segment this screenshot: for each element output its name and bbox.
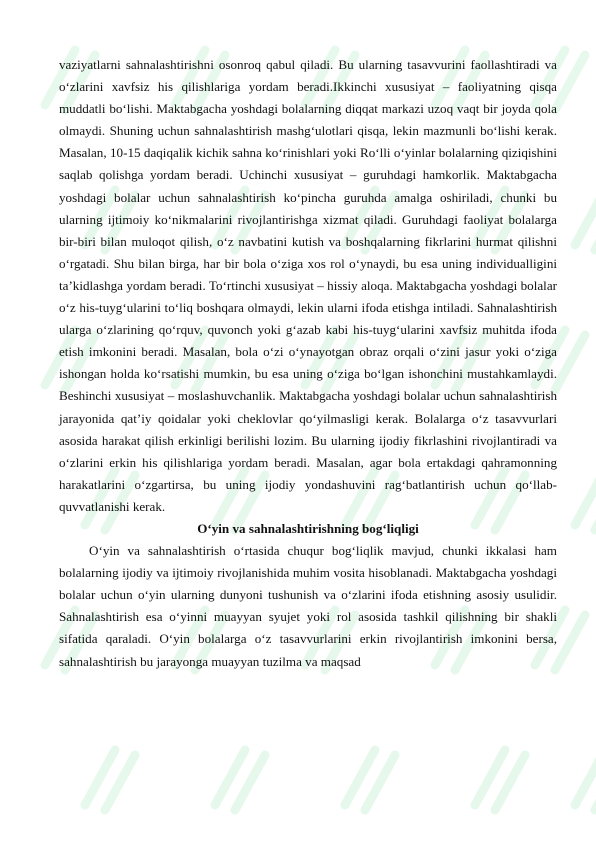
watermark-mark: [575, 190, 596, 250]
watermark-mark: [475, 750, 525, 810]
section-heading: O‘yin va sahnalashtirishning bog‘liqligi: [197, 520, 419, 536]
watermark-mark: [215, 750, 265, 810]
watermark-mark: [345, 750, 395, 810]
watermark-mark: [85, 750, 135, 810]
body-paragraph-1: vaziyatlarni sahnalashtirishni osonroq qabul qiladi. Bu ularning tasavvurini faollashtiradi va o‘zlarini xavfsiz his qilishlariga yordam beradi.Ikkinchi xususiyat – faoliyatning qisqa muddatli bo‘lishi. Maktabgacha yoshdagi bolalarning diqqat markazi uzoq vaqt bir joyda qola olmaydi. Shuning uchun sahnalashtirish mashg‘ulotlari qisqa, lekin mazmunli bo‘lishi kerak. Masalan, 10-15 daqiqalik kichik sahna ko‘rinishlari yoki Ro‘lli o‘yinlar bolalarning qiziqishini saqlab qolishga yordam beradi. Uchinchi xususiyat – guruhdagi hamkorlik. Maktabgacha yoshdagi bolalar uchun sahnalashtirish ko‘pincha guruhda amalga oshiriladi, chunki bu ularning ijtimoiy ko‘nikmalarini rivojlantirishga xizmat qiladi. Guruhdagi faoliyat bolalarga bir-biri bilan muloqot qilish, o‘z navbatini kutish va boshqalarning fikrlarini hurmat qilishni o‘rgatadi. Shu bilan birga, har bir bola o‘ziga xos rol o‘ynaydi, bu esa uning individualligini ta’kidlashga yordam beradi. To‘rtinchi xususiyat – hissiy aloqa. Maktabgacha yoshdagi bolalar o‘z his-tuyg‘ularini to‘liq boshqara olmaydi, lekin ularni ifoda etishga intiladi. Sahnalashtirish ularga o‘zlarining qo‘rquv, quvonch yoki g‘azab kabi his-tuyg‘ularini xavfsiz muhitda ifoda etish imkonini beradi. Masalan, bola o‘zi o‘ynayotgan obraz orqali o‘zini jasur yoki o‘ziga ishongan holda ko‘rsatishi mumkin, bu esa uning o‘ziga bo‘lgan ishonchini mustahkamlaydi. Beshinchi xususiyat – moslashuvchanlik. Maktabgacha yoshdagi bolalar uchun sahnalashtirish jarayonida qat’iy qoidalar yoki cheklovlar qo‘yilmasligi kerak. Bolalarga o‘z tasavvurlari asosida harakat qilish erkinligi berilishi lozim. Bu ularning ijodiy fikrlashini rivojlantiradi va o‘zlarini erkin his qilishlariga yordam beradi. Masalan, agar bola ertakdagi qahramonning harakatlarini o‘zgartirsa, bu uning ijodiy yondashuvini rag‘batlantirish uchun qo‘llab-quvvatlanishi kerak.: [59, 57, 557, 514]
watermark-mark: [575, 750, 596, 810]
body-paragraph-2: O‘yin va sahnalashtirish o‘rtasida chuqur bog‘liqlik mavjud, chunki ikkalasi ham bolalarning ijodiy va ijtimoiy rivojlanishida muhim vosita hisoblanadi. Maktabgacha yoshdagi bolalar uchun o‘yin ularning dunyoni tushunish va o‘zlarini ifoda etishning asosiy usulidir. Sahnalashtirish esa o‘yinni muayyan syujet yoki rol asosida tashkil qilishning bir shakli sifatida qaraladi. O‘yin bolalarga o‘z tasavvurlarini erkin rivojlantirish imkonini bersa, sahnalashtirish bu jarayonga muayyan tuzilma va maqsad: [59, 543, 557, 669]
watermark-mark: [575, 470, 596, 530]
document-page: [59, 54, 557, 673]
